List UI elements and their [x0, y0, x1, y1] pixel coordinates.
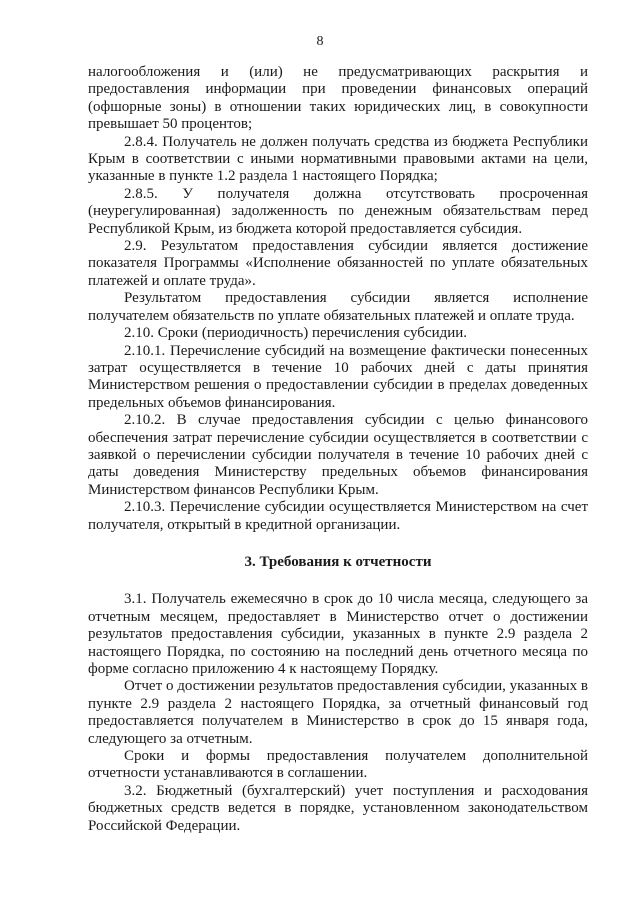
paragraph: 2.10.1. Перечисление субсидий на возмещение фактически понесенных затрат осуществляется в течение 10 рабочих дней с даты принятия Министерством решения о предоставлении субсидии в пределах доведенных предельных объемов финансирования.	[88, 342, 588, 411]
paragraph: 3.1. Получатель ежемесячно в срок до 10 числа месяца, следующего за отчетным месяцем, предоставляет в Министерство отчет о достижении результатов предоставления субсидии, указанных в пункте 2.9 раздела 2 настоящего Порядка, по состоянию на последний день отчетного месяца по форме согласно приложению 4 к настоящему Порядку.	[88, 591, 588, 677]
paragraph: Результатом предоставления субсидии является исполнение получателем обязательств по уплате обязательных платежей и оплате труда.	[88, 290, 588, 324]
page-number: 8	[316, 34, 324, 49]
paragraph: 2.10.2. В случае предоставления субсидии с целью финансового обеспечения затрат перечисление субсидии осуществляется в соответствии с заявкой о перечислении субсидии получателя в течение 10 рабочих дней с даты доведения Министерству предельных объемов финансирования Министерством финансов Республики Крым.	[88, 412, 588, 498]
section-title: 3. Требования к отчетности	[244, 553, 432, 570]
paragraph: 2.10.3. Перечисление субсидии осуществляется Министерством на счет получателя, открытый в кредитной организации.	[88, 499, 588, 533]
paragraph: 2.10. Сроки (периодичность) перечисления субсидии.	[124, 325, 468, 342]
paragraph: Отчет о достижении результатов предоставления субсидии, указанных в пункте 2.9 раздела 2 настоящего Порядка, за отчетный финансовый год предоставляется получателем в Министерство в срок до 15 января года, следующего за отчетным.	[88, 678, 588, 747]
paragraph: налогообложения и (или) не предусматривающих раскрытия и предоставления информации при проведении финансовых операций (офшорные зоны) в отношении таких юридических лиц, в совокупности превышает 50 процентов;	[88, 64, 588, 133]
paragraph: 2.9. Результатом предоставления субсидии является достижение показателя Программы «Исполнение обязанностей по уплате обязательных платежей и оплате труда».	[88, 238, 588, 289]
document-body	[88, 64, 588, 835]
paragraph: 2.8.5. У получателя должна отсутствовать просроченная (неурегулированная) задолженность по денежным обязательствам перед Республикой Крым, из бюджета которой предоставляется субсидия.	[88, 185, 588, 237]
paragraph: Сроки и формы предоставления получателем дополнительной отчетности устанавливаются в соглашении.	[88, 748, 588, 782]
paragraph: 3.2. Бюджетный (бухгалтерский) учет поступления и расходования бюджетных средств ведется в порядке, установленном законодательством Российской Федерации.	[88, 782, 588, 834]
paragraph: 2.8.4. Получатель не должен получать средства из бюджета Республики Крым в соответствии с иными нормативными правовыми актами на цели, указанные в пункте 1.2 раздела 1 настоящего Порядка;	[88, 133, 588, 185]
